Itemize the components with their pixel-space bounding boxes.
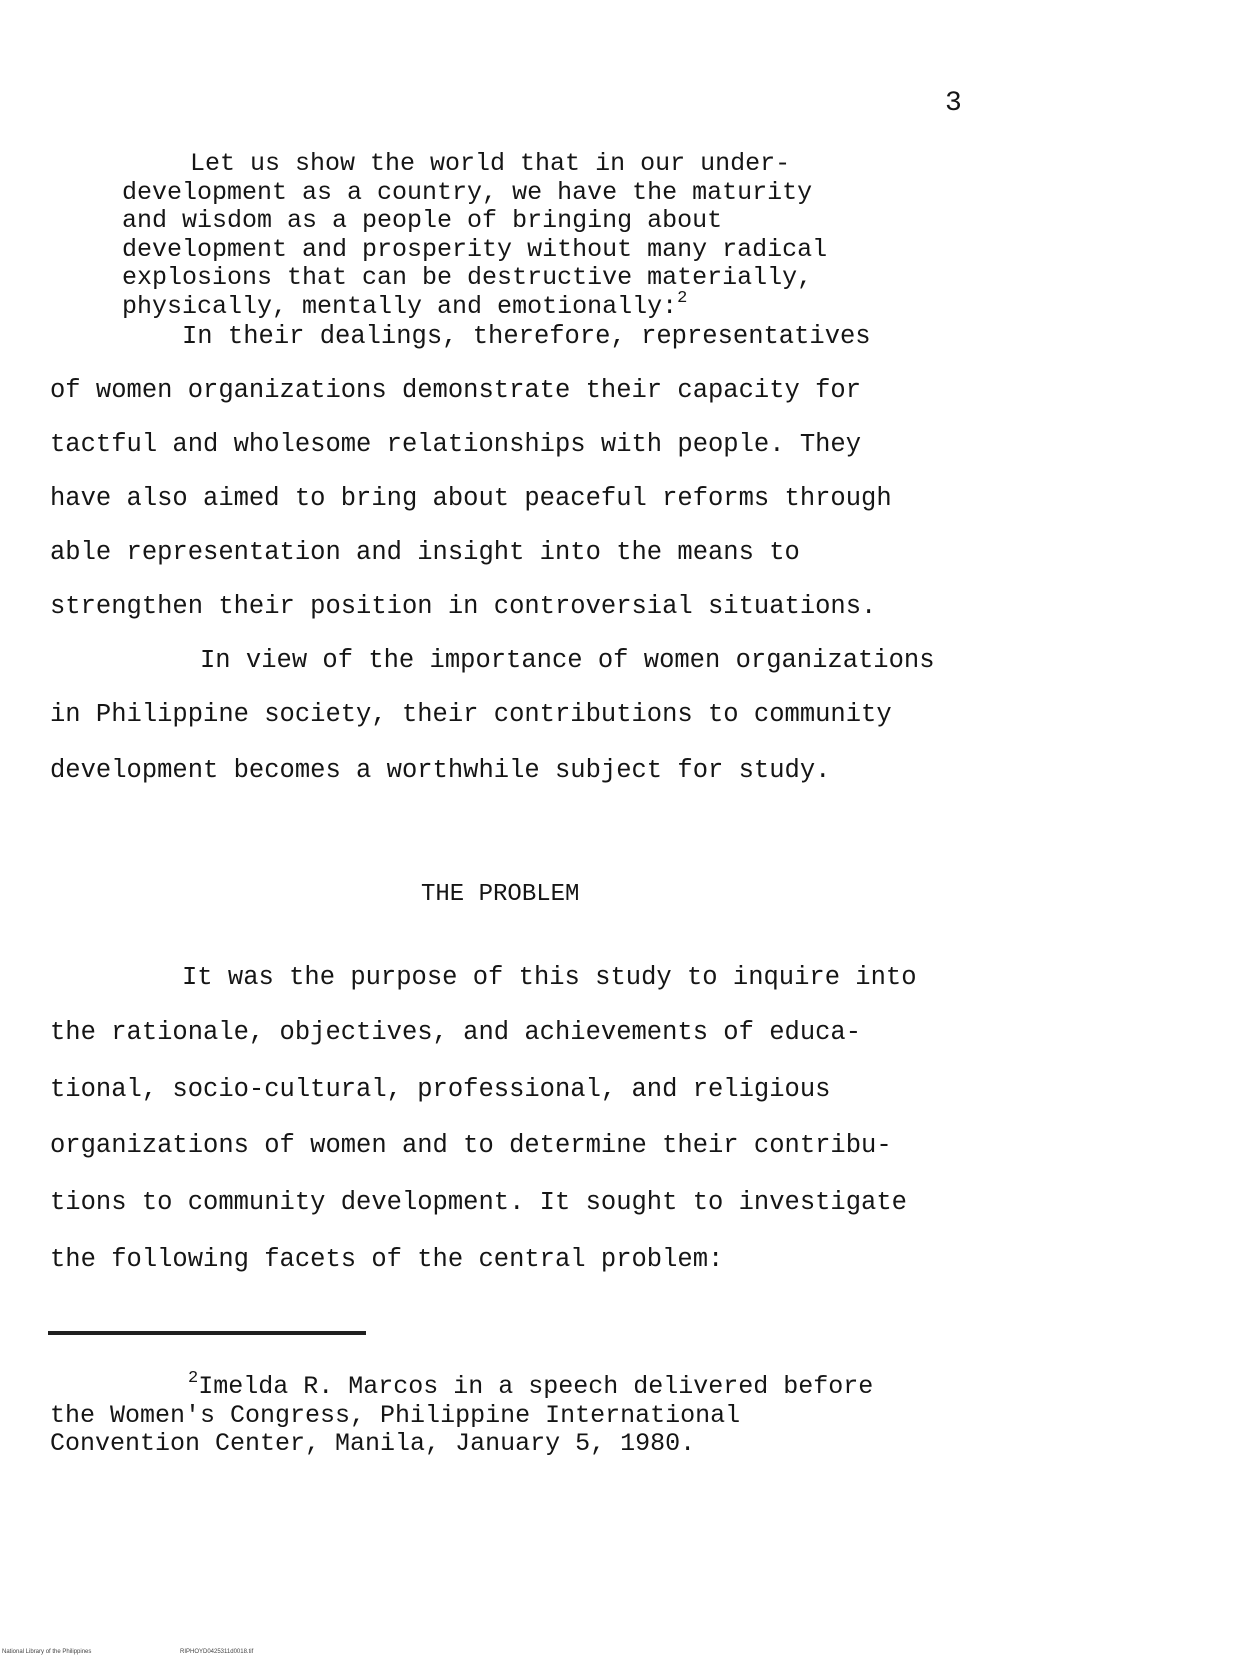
- paragraph-line: In their dealings, therefore, representatives: [182, 322, 871, 351]
- quote-last-line: [122, 288, 1002, 322]
- paragraph-line: strengthen their position in controversial situations.: [50, 592, 877, 621]
- library-credit: National Library of the Philippines: [2, 1649, 92, 1655]
- paragraph-line: tional, socio-cultural, professional, and religious: [50, 1075, 831, 1104]
- paragraph-line: tactful and wholesome relationships with people. They: [50, 430, 862, 459]
- section-heading: THE PROBLEM: [421, 881, 580, 908]
- quote-line: development as a country, we have the maturity: [122, 177, 813, 207]
- scan-id: RIPHOYD0425311d0018.tif: [180, 1649, 254, 1655]
- paragraph-line: in Philippine society, their contributions to community: [50, 700, 892, 729]
- quote-line: development and prosperity without many radical: [122, 234, 828, 264]
- footnote-mark: 2: [188, 1369, 199, 1388]
- paragraph-line: In view of the importance of women organizations: [200, 646, 935, 675]
- paragraph-line: have also aimed to bring about peaceful reforms through: [50, 484, 892, 513]
- paragraph-line: of women organizations demonstrate their capacity for: [50, 376, 862, 405]
- footnote-line: Convention Center, Manila, January 5, 1980.: [50, 1429, 696, 1458]
- paragraph-line: the following facets of the central problem:: [50, 1245, 724, 1274]
- block-quote: [122, 150, 1002, 321]
- footnote-line: the Women's Congress, Philippine International: [50, 1400, 741, 1430]
- quote-line: and wisdom as a people of bringing about: [122, 206, 723, 235]
- paragraph-line: organizations of women and to determine their contribu-: [50, 1131, 892, 1160]
- paragraph-line: It was the purpose of this study to inquire into: [182, 963, 917, 992]
- footnote-line: Imelda R. Marcos in a speech delivered before: [198, 1372, 874, 1401]
- footnote: [50, 1369, 1050, 1459]
- page-number: 3: [945, 88, 962, 119]
- paragraph-line: able representation and insight into the means to: [50, 538, 800, 567]
- paragraph-line: tions to community development. It sought to investigate: [50, 1188, 907, 1217]
- quote-line: explosions that can be destructive materially,: [122, 263, 813, 292]
- quote-line: physically, mentally and emotionally:: [122, 291, 678, 321]
- footnote-reference: 2: [677, 288, 688, 308]
- paragraph-line: development becomes a worthwhile subject for study.: [50, 756, 831, 785]
- footnote-divider: [48, 1331, 366, 1335]
- quote-line: Let us show the world that in our under-: [190, 149, 791, 178]
- footnote-first-line: [50, 1369, 1050, 1402]
- paragraph-line: the rationale, objectives, and achievements of educa-: [50, 1018, 862, 1047]
